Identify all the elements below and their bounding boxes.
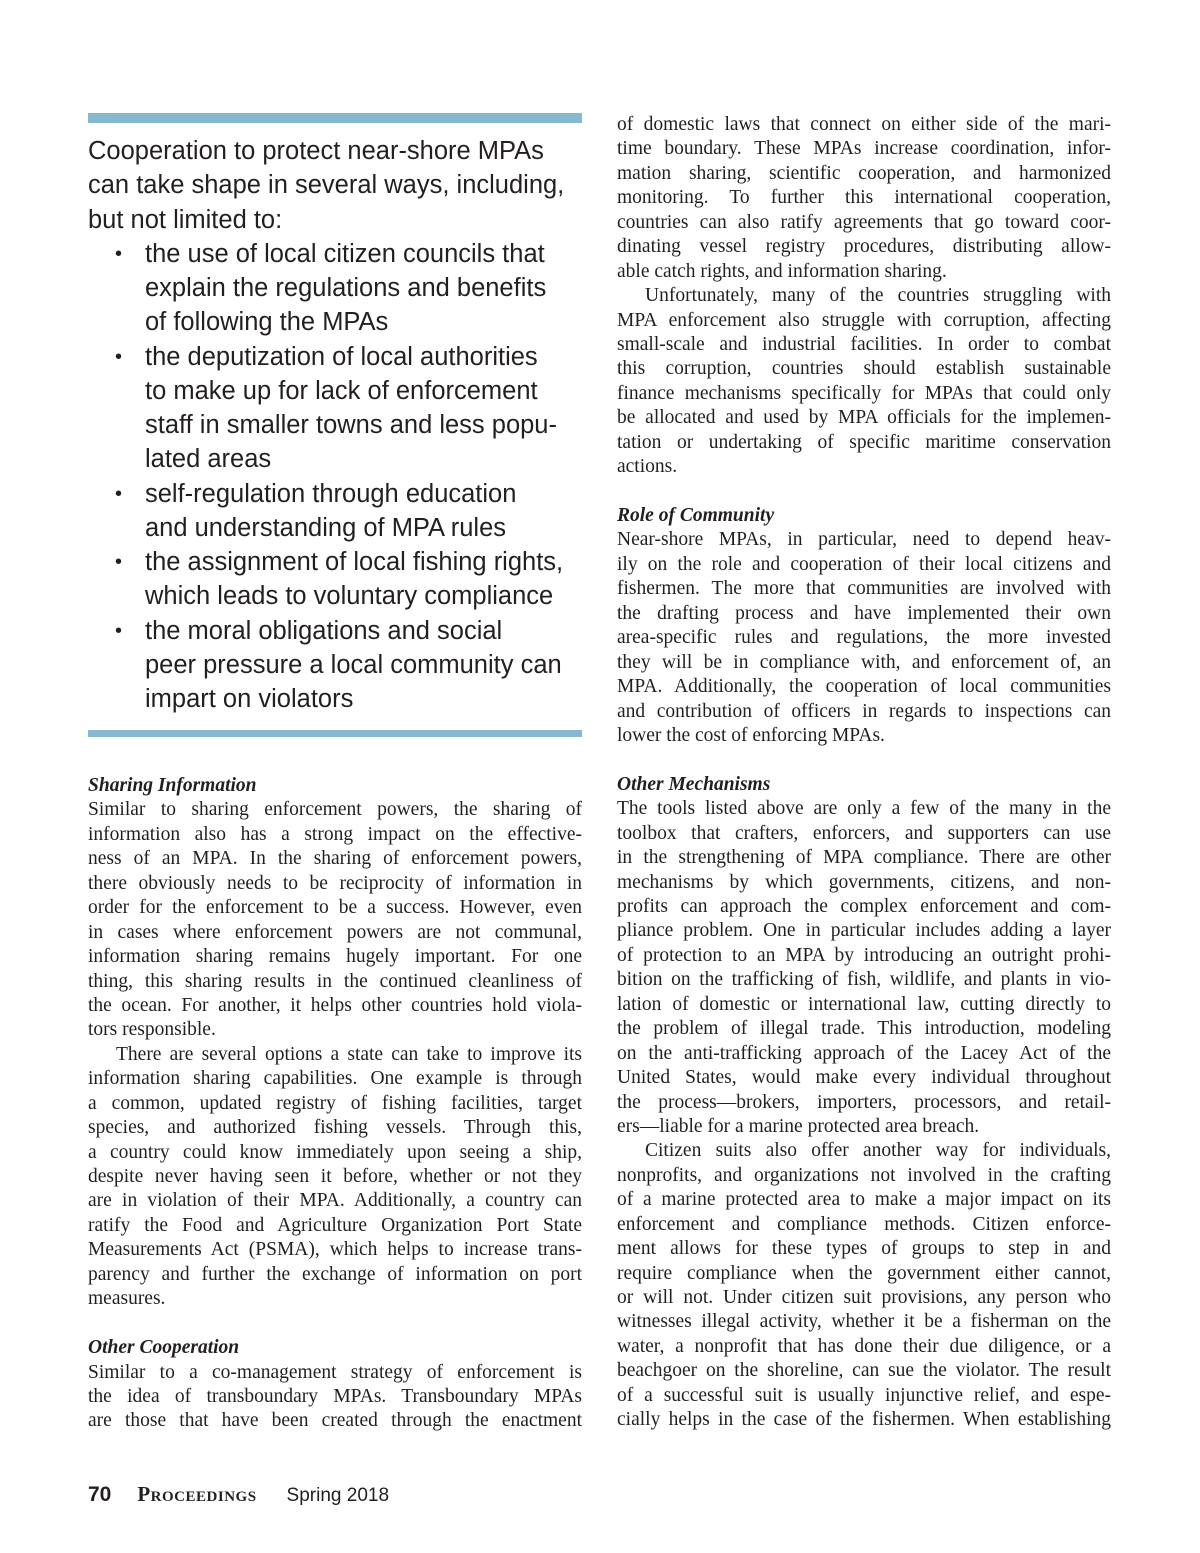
callout-bullet-item: [88, 545, 588, 614]
callout-item-line: the moral obligations and social: [145, 616, 503, 645]
text-line: or will not. Under citizen suit provisions, any person who: [617, 1287, 1111, 1309]
text-line: bition on the trafficking of fish, wildlife, and plants in vio-: [617, 969, 1111, 991]
text-line: order for the enforcement to be a success. However, even: [88, 897, 582, 919]
text-line: witnesses illegal activity, whether it be a fisherman on the: [617, 1311, 1111, 1333]
text-line: species, and authorized fishing vessels. Through this,: [88, 1117, 582, 1139]
right-column: [617, 113, 1111, 1433]
page-footer: [88, 1482, 389, 1507]
text-line: MPA. Additionally, the cooperation of local communities: [617, 676, 1111, 698]
text-line: the ocean. For another, it helps other countries hold viola-: [88, 994, 582, 1016]
text-line: actions.: [617, 456, 678, 478]
text-line: in the strengthening of MPA compliance. There are other: [617, 847, 1111, 869]
callout-item-line: impart on violators: [145, 685, 354, 713]
callout-item-line: to make up for lack of enforcement: [145, 376, 538, 405]
text-line: area-specific rules and regulations, the more invested: [617, 627, 1111, 649]
callout-intro-line: can take shape in several ways, including,: [88, 171, 565, 200]
text-line: enforcement and compliance methods. Citizen enforce-: [617, 1213, 1111, 1235]
text-line: the problem of illegal trade. This introduction, modeling: [617, 1018, 1111, 1040]
text-line: mation sharing, scientific cooperation, and harmonized: [617, 162, 1111, 184]
callout-item-line: the deputization of local authorities: [145, 342, 538, 371]
text-line: monitoring. To further this international cooperation,: [617, 187, 1111, 209]
callout-item-line: lated areas: [145, 445, 272, 474]
callout-item-line: which leads to voluntary compliance: [145, 582, 554, 611]
text-line: of protection to an MPA by introducing an outright prohi-: [617, 944, 1111, 966]
callout-item-line: the assignment of local fishing rights,: [145, 548, 564, 576]
text-line: despite never having seen it before, whether or not they: [88, 1166, 582, 1188]
text-line: measures.: [88, 1288, 166, 1310]
text-line: The tools listed above are only a few of the many in the: [617, 798, 1111, 820]
text-line: of a marine protected area to make a major impact on its: [617, 1189, 1111, 1211]
callout-item-line: staff in smaller towns and less popu-: [145, 411, 557, 439]
text-line: United States, would make every individual throughout: [617, 1067, 1111, 1089]
text-line: are in violation of their MPA. Additionally, a country can: [88, 1190, 582, 1212]
text-line: are those that have been created through the enactment: [88, 1410, 582, 1432]
text-line: this corruption, countries should establish sustainable: [617, 358, 1111, 380]
text-line: Near-shore MPAs, in particular, need to depend heav-: [617, 529, 1111, 551]
paragraph: [88, 1361, 582, 1434]
text-line: Similar to sharing enforcement powers, the sharing of: [88, 799, 582, 821]
text-line: Measurements Act (PSMA), which helps to increase trans-: [88, 1239, 582, 1261]
bullet-icon: •: [115, 482, 123, 505]
page-number: 70: [88, 1483, 112, 1506]
text-line: Unfortunately, many of the countries struggling with: [645, 285, 1111, 307]
text-line: in cases where enforcement powers are not communal,: [88, 921, 582, 943]
callout-box: [88, 134, 588, 716]
text-line: a common, updated registry of fishing facilities, target: [88, 1092, 582, 1114]
text-line: water, a nonprofit that has done their due diligence, or a: [617, 1335, 1111, 1357]
callout-item-line: of following the MPAs: [145, 308, 389, 337]
text-line: profits can approach the complex enforcement and com-: [617, 896, 1111, 918]
paragraph: [88, 1043, 582, 1312]
text-line: and contribution of officers in regards to inspections can: [617, 700, 1111, 722]
text-line: lower the cost of enforcing MPAs.: [617, 724, 885, 746]
text-line: beachgoer on the shoreline, can sue the violator. The result: [617, 1360, 1111, 1382]
text-line: ment allows for these types of groups to step in and: [617, 1238, 1111, 1260]
paragraph: [617, 113, 1111, 284]
text-line: nonprofits, and organizations not involved in the crafting: [617, 1164, 1111, 1186]
text-line: thing, this sharing results in the continued cleanliness of: [88, 970, 582, 992]
text-line: the process—brokers, importers, processors, and retail-: [617, 1091, 1111, 1113]
section-heading: Other Cooperation: [88, 1337, 240, 1359]
text-line: fishermen. The more that communities are involved with: [617, 578, 1111, 600]
paragraph: [617, 1139, 1111, 1432]
text-line: of domestic laws that connect on either side of the mari-: [617, 114, 1111, 135]
bullet-icon: •: [115, 551, 123, 573]
publication-name: Proceedings: [137, 1482, 257, 1506]
text-line: there obviously needs to be reciprocity of information in: [88, 872, 582, 894]
text-line: they will be in compliance with, and enforcement of, an: [617, 651, 1111, 673]
callout-top-rule: [88, 113, 582, 123]
callout-item-line: and understanding of MPA rules: [145, 513, 507, 542]
callout-intro-line: Cooperation to protect near-shore MPAs: [88, 137, 544, 165]
section-heading: Sharing Information: [88, 775, 257, 796]
text-line: ily on the role and cooperation of their local citizens and: [617, 553, 1111, 575]
text-line: Citizen suits also offer another way for individuals,: [645, 1140, 1111, 1162]
callout-item-line: the use of local citizen councils that: [145, 239, 545, 268]
text-line: ratify the Food and Agriculture Organization Port State: [88, 1214, 582, 1236]
text-line: MPA enforcement also struggle with corruption, affecting: [617, 309, 1111, 331]
text-line: pliance problem. One in particular includes adding a layer: [617, 920, 1111, 942]
bullet-icon: •: [115, 619, 123, 642]
text-line: cially helps in the case of the fishermen. When establishing: [617, 1409, 1111, 1431]
bullet-icon: •: [115, 345, 123, 368]
text-line: small-scale and industrial facilities. In order to combat: [617, 333, 1111, 355]
text-line: finance mechanisms specifically for MPAs that could only: [617, 382, 1111, 404]
issue-date: Spring 2018: [286, 1485, 390, 1506]
text-line: mechanisms by which governments, citizens, and non-: [617, 871, 1111, 893]
text-line: able catch rights, and information sharing.: [617, 260, 947, 282]
text-line: information sharing capabilities. One example is through: [88, 1068, 582, 1090]
text-line: lation of domestic or international law, cutting directly to: [617, 993, 1111, 1015]
text-line: be allocated and used by MPA officials for the implemen-: [617, 407, 1111, 429]
paragraph: [617, 284, 1111, 480]
bullet-icon: •: [115, 242, 123, 265]
callout-item-line: explain the regulations and benefits: [145, 274, 547, 302]
callout-bottom-rule: [88, 730, 582, 737]
text-line: countries can also ratify agreements that go toward coor-: [617, 211, 1111, 233]
paragraph: [88, 798, 582, 1042]
text-line: on the anti-trafficking approach of the Lacey Act of the: [617, 1042, 1111, 1064]
text-line: ness of an MPA. In the sharing of enforcement powers,: [88, 848, 582, 870]
text-line: parency and further the exchange of information on port: [88, 1263, 582, 1285]
text-line: information sharing remains hugely important. For one: [88, 946, 582, 968]
paragraph: [617, 797, 1111, 1139]
text-line: dinating vessel registry procedures, distributing allow-: [617, 236, 1111, 258]
callout-bullet-item: [88, 614, 588, 717]
text-line: the drafting process and have implemented their own: [617, 602, 1111, 624]
text-line: tation or undertaking of specific maritime conservation: [617, 431, 1111, 453]
text-line: There are several options a state can take to improve its: [116, 1043, 582, 1065]
callout-bullet-item: [88, 477, 588, 546]
text-line: Similar to a co-management strategy of enforcement is: [88, 1361, 582, 1383]
text-line: time boundary. These MPAs increase coordination, infor-: [617, 138, 1111, 160]
text-line: require compliance when the government either cannot,: [617, 1262, 1111, 1284]
text-line: toolbox that crafters, enforcers, and supporters can use: [617, 822, 1111, 844]
section-heading: Other Mechanisms: [617, 773, 771, 795]
callout-intro-line: but not limited to:: [88, 205, 283, 234]
callout-bullet-item: [88, 237, 588, 340]
section-heading: Role of Community: [617, 505, 775, 526]
callout-bullet-item: [88, 340, 588, 477]
text-line: the idea of transboundary MPAs. Transboundary MPAs: [88, 1385, 582, 1407]
text-line: ers—liable for a marine protected area breach.: [617, 1115, 980, 1137]
text-line: a country could know immediately upon seeing a ship,: [88, 1141, 582, 1163]
paragraph: [617, 528, 1111, 748]
callout-item-line: peer pressure a local community can: [145, 650, 562, 679]
text-line: of a successful suit is usually injunctive relief, and espe-: [617, 1384, 1111, 1406]
text-line: tors responsible.: [88, 1019, 216, 1041]
text-line: information also has a strong impact on the effective-: [88, 823, 582, 845]
callout-item-line: self-regulation through education: [145, 479, 517, 508]
left-column: [88, 774, 582, 1434]
